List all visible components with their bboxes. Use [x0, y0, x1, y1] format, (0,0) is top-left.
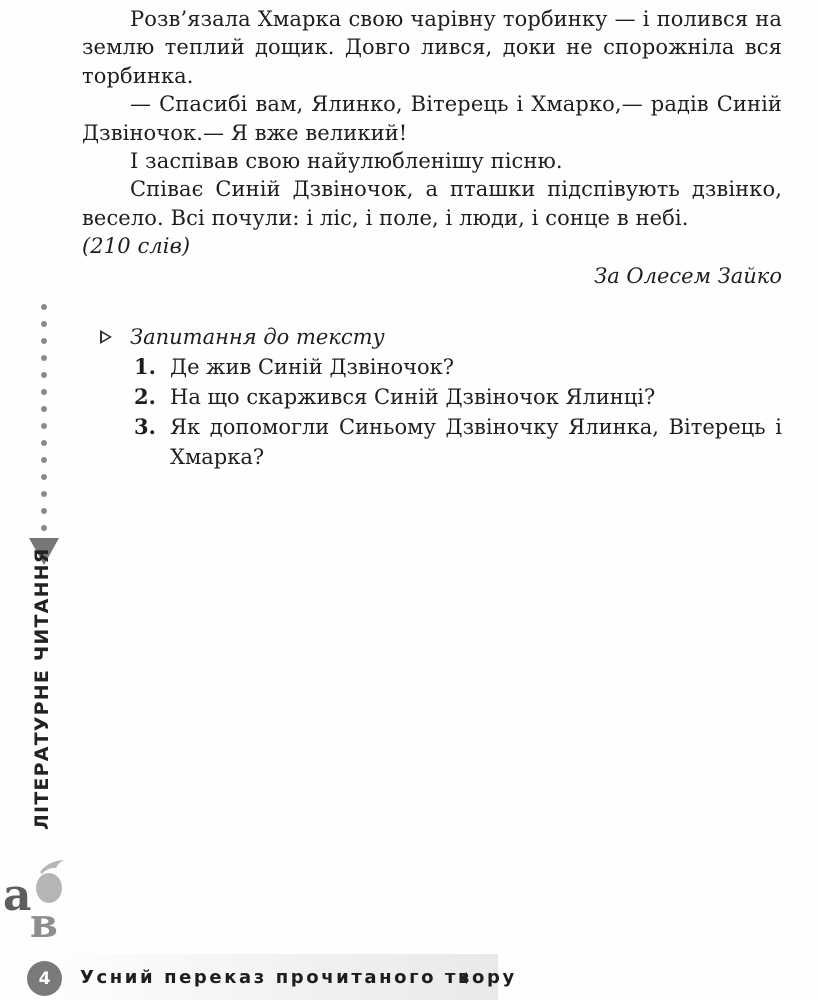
story-text — [82, 5, 782, 261]
svg-text:в: в — [30, 900, 58, 938]
triangle-bullet-icon — [100, 330, 112, 344]
questions-title: Запитання до тексту — [130, 325, 385, 349]
question-text: Де жив Синій Дзвіночок? — [170, 355, 455, 379]
story-paragraph: — Спасибі вам, Ялинко, Вітерець і Хмарко,— радів Синій Дзвіночок.— Я вже великий! — [82, 92, 782, 145]
page-number-badge: 4 — [27, 961, 62, 996]
arrow-left-icon — [460, 972, 467, 984]
sidebar-section-label: ЛІТЕРАТУРНЕ ЧИТАННЯ — [31, 547, 53, 830]
word-count: (210 слів) — [82, 234, 191, 259]
question-text: Як допомогли Синьому Дзвіночку Ялинка, Вітерець і Хмарка? — [170, 415, 782, 469]
questions-heading — [100, 322, 782, 352]
question-number: 2. — [134, 384, 156, 409]
questions-list — [100, 352, 782, 472]
question-item — [134, 352, 782, 382]
story-paragraph: І заспівав свою найулюбленішу пісню. — [130, 149, 563, 174]
questions-section — [100, 322, 782, 472]
question-text: На що скаржився Синій Дзвіночок Ялинці? — [170, 385, 656, 409]
section-title: Усний переказ прочитаного твору — [80, 967, 517, 988]
abv-logo-icon — [2, 858, 77, 938]
dotted-line-decoration — [41, 304, 47, 542]
question-item — [134, 412, 782, 472]
question-number: 1. — [134, 354, 156, 379]
story-paragraph: Розв’язала Хмарка свою чарівну торбинку — і полився на землю теплий дощик. Довго лився, доки не спорожніла вся торбинка. — [82, 7, 782, 88]
story-paragraph: Співає Синій Дзвіночок, а пташки підспівують дзвінко, весело. Всі почули: і ліс, і поле, і люди, і сонце в небі. — [82, 177, 782, 230]
svg-text:а: а — [3, 870, 32, 921]
question-item — [134, 382, 782, 412]
author-attribution: За Олесем Зайко — [594, 264, 782, 288]
question-number: 3. — [134, 414, 156, 439]
